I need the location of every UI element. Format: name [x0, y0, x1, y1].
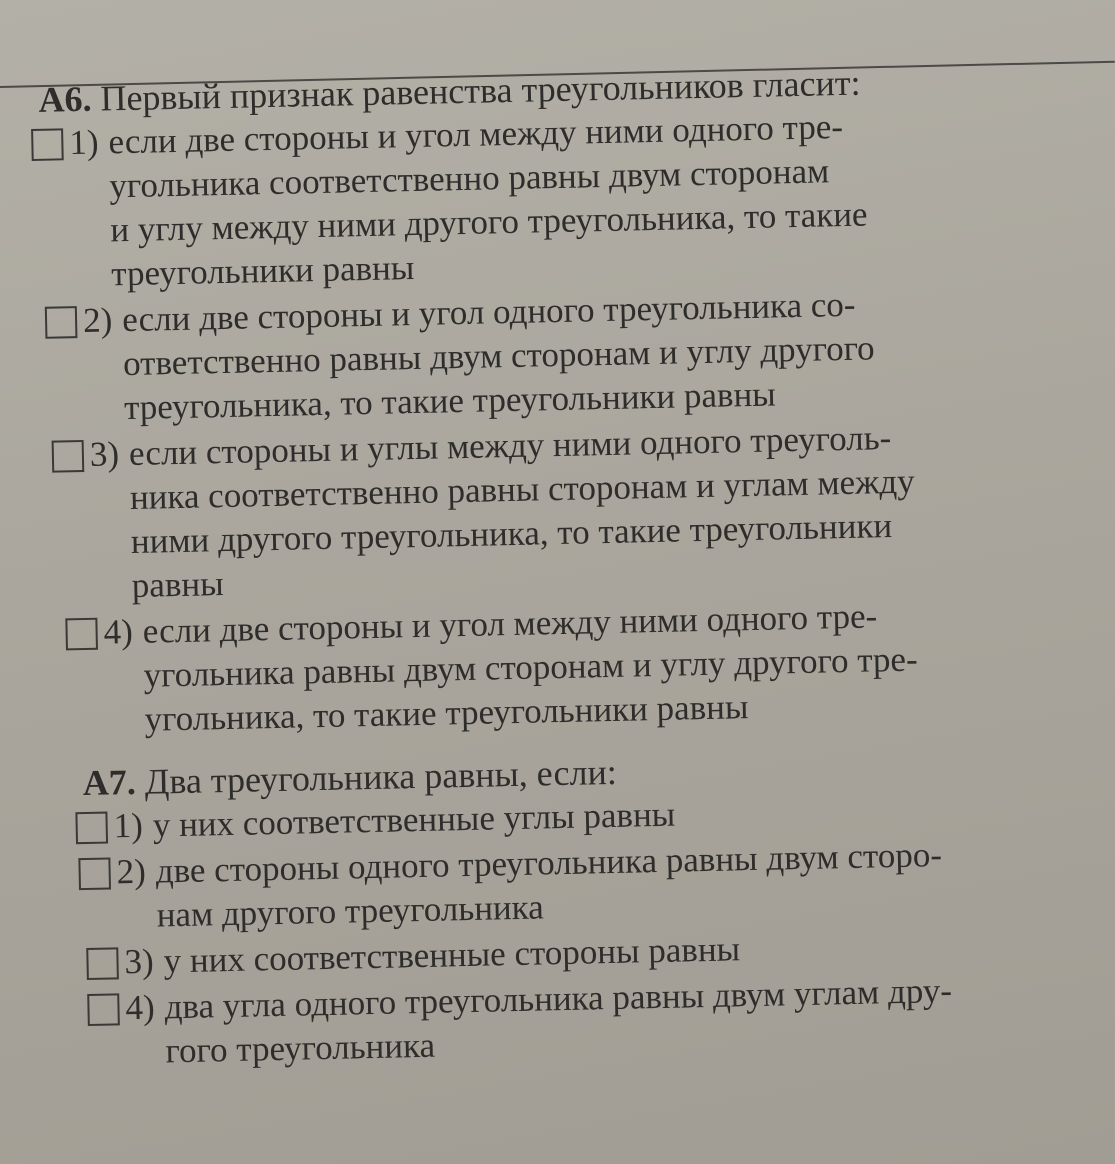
option-number: 2) [116, 851, 147, 892]
option-number: 3) [124, 941, 155, 982]
option-a6-3 [51, 412, 1100, 610]
option-line: ответственно равны двум сторонам и углу другого [122, 328, 875, 384]
option-text [155, 830, 1107, 938]
option-line: ника соответственно равны сторонам и углам между [129, 461, 915, 517]
option-line: если две стороны и угол одного треугольника со- [121, 284, 856, 340]
question-text: Первый признак равенства треугольников гласит: [100, 62, 861, 119]
option-line: если две стороны и угол между ними одного тре- [108, 106, 844, 162]
option-number: 1) [113, 805, 144, 846]
quiz-sheet [30, 56, 1111, 1094]
answer-checkbox[interactable] [87, 993, 120, 1026]
option-line: нам другого треугольника [156, 887, 545, 935]
option-line: если две стороны и угол между ними одного тре- [142, 596, 878, 651]
option-line: треугольника, то такие треугольники равны [123, 374, 777, 428]
question-a7 [74, 740, 1110, 1076]
question-number: А6. [38, 78, 92, 120]
option-text [164, 966, 1110, 1074]
option-text [108, 100, 1094, 297]
option-line: ними другого треугольника, то такие треугольники [130, 506, 893, 561]
option-line: равны [131, 564, 225, 605]
option-number: 1) [68, 122, 99, 163]
answer-checkbox[interactable] [45, 306, 78, 339]
option-line: у них соответственные стороны равны [163, 929, 741, 981]
option-line: угольника равны двум сторонам и углу другого тре- [143, 639, 919, 695]
option-line: если стороны и углы между ними одного треуголь- [128, 418, 892, 474]
answer-checkbox[interactable] [75, 812, 108, 845]
question-number: А7. [82, 761, 137, 804]
option-text [129, 412, 1101, 608]
question-text: Два треугольника равны, если: [144, 751, 618, 802]
option-a6-4 [65, 590, 1104, 744]
question-a6 [30, 56, 1104, 744]
option-line: и углу между ними другого треугольника, то такие [109, 194, 868, 250]
option-line: угольника соответственно равны двум сторонам [109, 151, 830, 206]
answer-checkbox[interactable] [31, 128, 64, 161]
option-number: 2) [82, 300, 113, 340]
option-line: два угла одного треугольника равны двум углам дру- [164, 970, 953, 1027]
answer-checkbox[interactable] [78, 857, 111, 890]
option-line: две стороны одного треугольника равны двум сторо- [155, 835, 943, 891]
option-number: 3) [89, 434, 120, 474]
option-a6-2 [45, 278, 1098, 432]
option-a6-1 [31, 100, 1094, 298]
answer-checkbox[interactable] [52, 440, 85, 473]
option-a7-4 [87, 966, 1111, 1075]
option-text [142, 590, 1103, 742]
answer-checkbox[interactable] [86, 947, 119, 980]
option-line: у них соответственные углы равны [152, 794, 676, 845]
answer-checkbox[interactable] [65, 618, 98, 651]
option-text [122, 278, 1097, 430]
option-line: треугольники равны [110, 247, 415, 294]
option-number: 4) [103, 611, 134, 652]
option-line: угольника, то такие треугольники равны [144, 687, 749, 739]
option-line: гого треугольника [165, 1025, 436, 1071]
option-number: 4) [125, 987, 156, 1028]
